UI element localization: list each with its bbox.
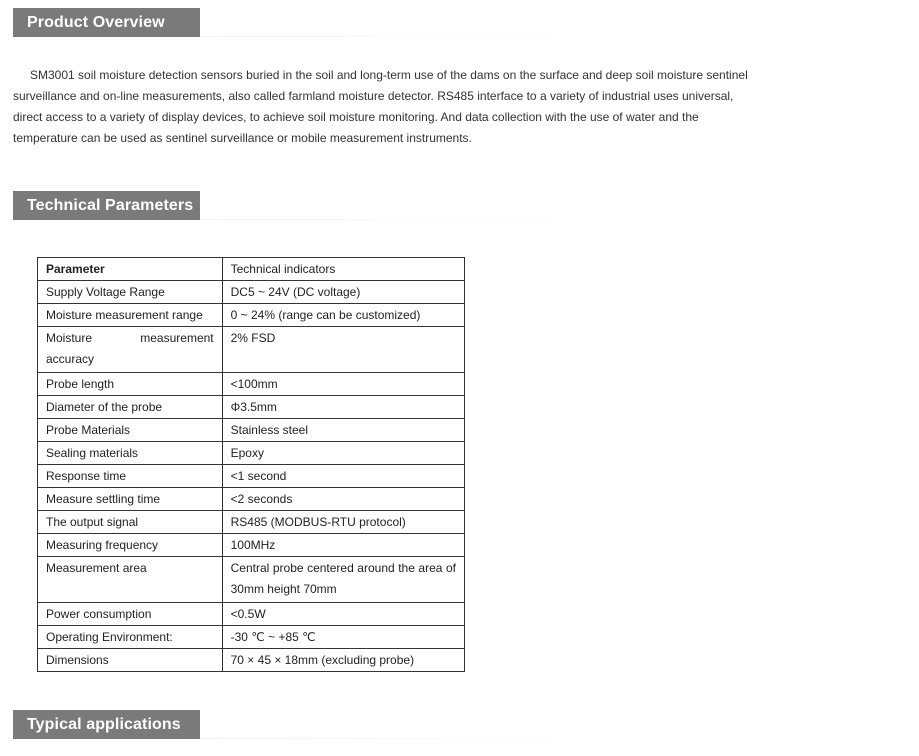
parameter-cell: Supply Voltage Range [38, 281, 223, 304]
parameter-cell: Response time [38, 465, 223, 488]
section-header-product-overview: Product Overview [13, 8, 200, 37]
product-overview-paragraph: SM3001 soil moisture detection sensors buried in the soil and long-term use of the dams on the surface and deep soil moisture sentinel surveillance and on-line measurements, also called farmland moisture detector. RS485 interface to a variety of industrial uses universal, direct access to a variety of display devices, to achieve soil moisture monitoring. And data collection with the use of water and the temperature can be used as sentinel surveillance or mobile measurement instruments. [13, 68, 748, 145]
table-row [38, 649, 465, 672]
header-cell-parameter: Parameter [38, 258, 223, 281]
table-row [38, 626, 465, 649]
indicator-cell: DC5 ~ 24V (DC voltage) [222, 281, 464, 304]
technical-parameters-table [37, 257, 465, 672]
indicator-cell: <2 seconds [222, 488, 464, 511]
section-divider [200, 219, 630, 220]
indicator-cell: Stainless steel [222, 419, 464, 442]
indicator-cell: -30 ℃ ~ +85 ℃ [222, 626, 464, 649]
section-divider [200, 738, 630, 739]
indicator-cell: <0.5W [222, 603, 464, 626]
parameter-cell: Probe Materials [38, 419, 223, 442]
section-header-technical-parameters: Technical Parameters [13, 191, 200, 220]
indicator-cell: <1 second [222, 465, 464, 488]
table-header-row [38, 258, 465, 281]
indicator-cell: Epoxy [222, 442, 464, 465]
parameter-cell: Dimensions [38, 649, 223, 672]
parameter-cell: Measurement area [38, 557, 223, 603]
parameter-cell: Diameter of the probe [38, 396, 223, 419]
indicator-cell: <100mm [222, 373, 464, 396]
table-row [38, 488, 465, 511]
parameter-cell: Moisture measurement range [38, 304, 223, 327]
parameter-cell: Operating Environment: [38, 626, 223, 649]
parameter-cell: The output signal [38, 511, 223, 534]
parameter-cell: Sealing materials [38, 442, 223, 465]
table-row [38, 419, 465, 442]
table-row [38, 534, 465, 557]
section-divider [200, 36, 630, 37]
header-cell-indicator: Technical indicators [222, 258, 464, 281]
table-row [38, 557, 465, 603]
table-row [38, 327, 465, 373]
parameter-cell: Measure settling time [38, 488, 223, 511]
table-row [38, 373, 465, 396]
parameter-cell: Moisture measurement accuracy [38, 327, 223, 373]
indicator-cell: Central probe centered around the area of 30mm height 70mm [222, 557, 464, 603]
section-header-typical-applications: Typical applications [13, 710, 200, 739]
parameter-cell: Power consumption [38, 603, 223, 626]
table-row [38, 396, 465, 419]
table-row [38, 304, 465, 327]
table-row [38, 465, 465, 488]
parameter-cell: Measuring frequency [38, 534, 223, 557]
table-row [38, 281, 465, 304]
indicator-cell: Φ3.5mm [222, 396, 464, 419]
table-row [38, 442, 465, 465]
indicator-cell: 0 ~ 24% (range can be customized) [222, 304, 464, 327]
indicator-cell: RS485 (MODBUS-RTU protocol) [222, 511, 464, 534]
indicator-cell: 70 × 45 × 18mm (excluding probe) [222, 649, 464, 672]
parameter-cell: Probe length [38, 373, 223, 396]
table-row [38, 511, 465, 534]
indicator-cell: 2% FSD [222, 327, 464, 373]
table-row [38, 603, 465, 626]
indicator-cell: 100MHz [222, 534, 464, 557]
